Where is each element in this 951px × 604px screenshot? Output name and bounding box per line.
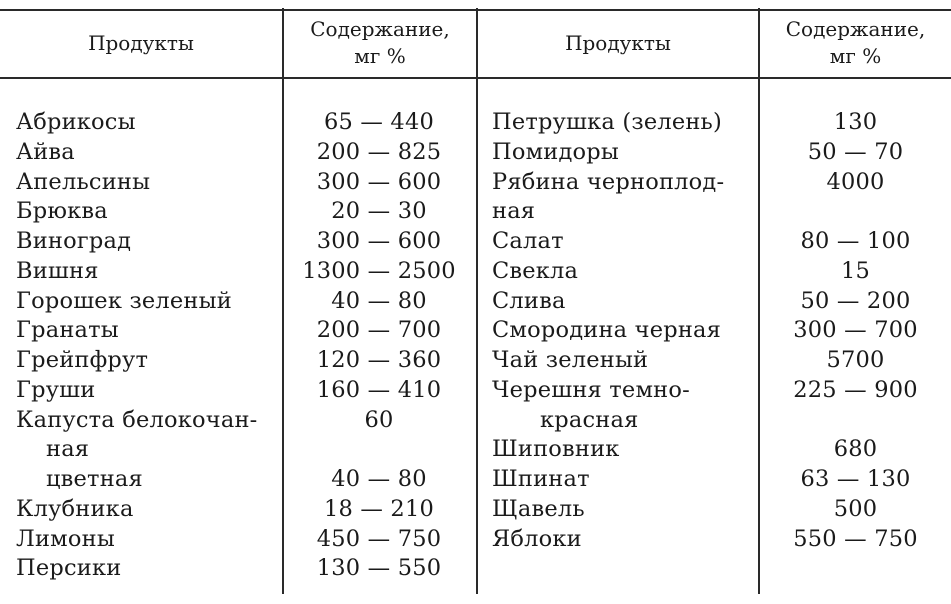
right-product-name: Смородина черная — [492, 317, 722, 343]
left-product-name: Лимоны — [16, 526, 115, 552]
header-content-line1: Содержание, — [310, 17, 450, 41]
right-product-name: Черешня темно- — [492, 377, 690, 403]
right-product-name: Яблоки — [492, 526, 582, 552]
left-product-name: Грейпфрут — [16, 347, 149, 373]
right-product-value: 500 — [833, 496, 878, 522]
left-product-value: 120 — 360 — [316, 347, 442, 373]
right-product-value: 50 — 70 — [807, 139, 904, 165]
header-content-line1: Содержание, — [785, 17, 926, 41]
left-product-value: 1300 — 2500 — [302, 258, 456, 284]
right-product-value: 4000 — [826, 169, 885, 195]
left-product-name-continuation: ная — [46, 436, 90, 462]
right-product-name: Щавель — [492, 496, 585, 522]
left-product-value: 20 — 30 — [331, 198, 427, 224]
left-product-value: 40 — 80 — [331, 288, 427, 314]
left-product-value: 65 — 440 — [324, 109, 434, 135]
right-product-value: 300 — 700 — [793, 317, 918, 343]
left-product-value: 18 — 210 — [324, 496, 434, 522]
right-product-name: Петрушка (зелень) — [492, 109, 722, 135]
right-product-value: 63 — 130 — [800, 466, 911, 492]
left-product-value: 200 — 700 — [316, 317, 442, 343]
left-product-value: 160 — 410 — [316, 377, 442, 403]
left-product-name: Гранаты — [16, 317, 119, 343]
header-products-right: Продукты — [565, 31, 671, 55]
left-product-value: 40 — 80 — [331, 466, 427, 492]
right-product-name: Шпинат — [492, 466, 590, 492]
right-product-name: Свекла — [492, 258, 579, 284]
left-product-name: Капуста белокочан- — [16, 407, 258, 433]
right-product-name: Рябина черноплод- — [492, 169, 725, 195]
left-product-name: Айва — [16, 139, 75, 165]
header-products-left: Продукты — [88, 31, 194, 55]
left-product-name: Апельсины — [16, 169, 151, 195]
right-product-name-continuation: красная — [540, 407, 639, 433]
left-product-name: Абрикосы — [16, 109, 136, 135]
left-product-name: Горошек зеленый — [16, 288, 232, 314]
right-product-value: 550 — 750 — [793, 526, 918, 552]
left-product-name: Клубника — [16, 496, 134, 522]
left-product-name: Персики — [16, 555, 122, 581]
left-product-name-subitem: цветная — [46, 466, 143, 492]
header-content-right — [760, 16, 951, 70]
left-product-value: 60 — [364, 407, 394, 433]
right-product-value: 80 — 100 — [800, 228, 911, 254]
right-product-name: Шиповник — [492, 436, 620, 462]
right-product-name: Чай зеленый — [492, 347, 649, 373]
right-product-value: 15 — [840, 258, 871, 284]
right-product-name: Слива — [492, 288, 566, 314]
header-content-line2: мг % — [829, 44, 882, 68]
right-product-value: 680 — [833, 436, 878, 462]
left-product-name: Брюква — [16, 198, 108, 224]
right-product-value: 225 — 900 — [793, 377, 918, 403]
column-divider-2 — [476, 8, 478, 594]
right-product-value: 5700 — [826, 347, 885, 373]
left-product-value: 130 — 550 — [316, 555, 442, 581]
left-product-name: Вишня — [16, 258, 99, 284]
left-product-value: 300 — 600 — [316, 169, 442, 195]
left-product-name: Виноград — [16, 228, 132, 254]
left-product-value: 450 — 750 — [316, 526, 442, 552]
left-product-value: 300 — 600 — [316, 228, 442, 254]
header-content-line2: мг % — [354, 44, 406, 68]
header-content-left — [284, 16, 476, 70]
right-product-name-continuation: ная — [492, 198, 536, 224]
right-product-name: Салат — [492, 228, 564, 254]
right-product-value: 130 — [833, 109, 878, 135]
left-product-name: Груши — [16, 377, 96, 403]
right-product-name: Помидоры — [492, 139, 619, 165]
left-product-value: 200 — 825 — [316, 139, 442, 165]
right-product-value: 50 — 200 — [800, 288, 911, 314]
